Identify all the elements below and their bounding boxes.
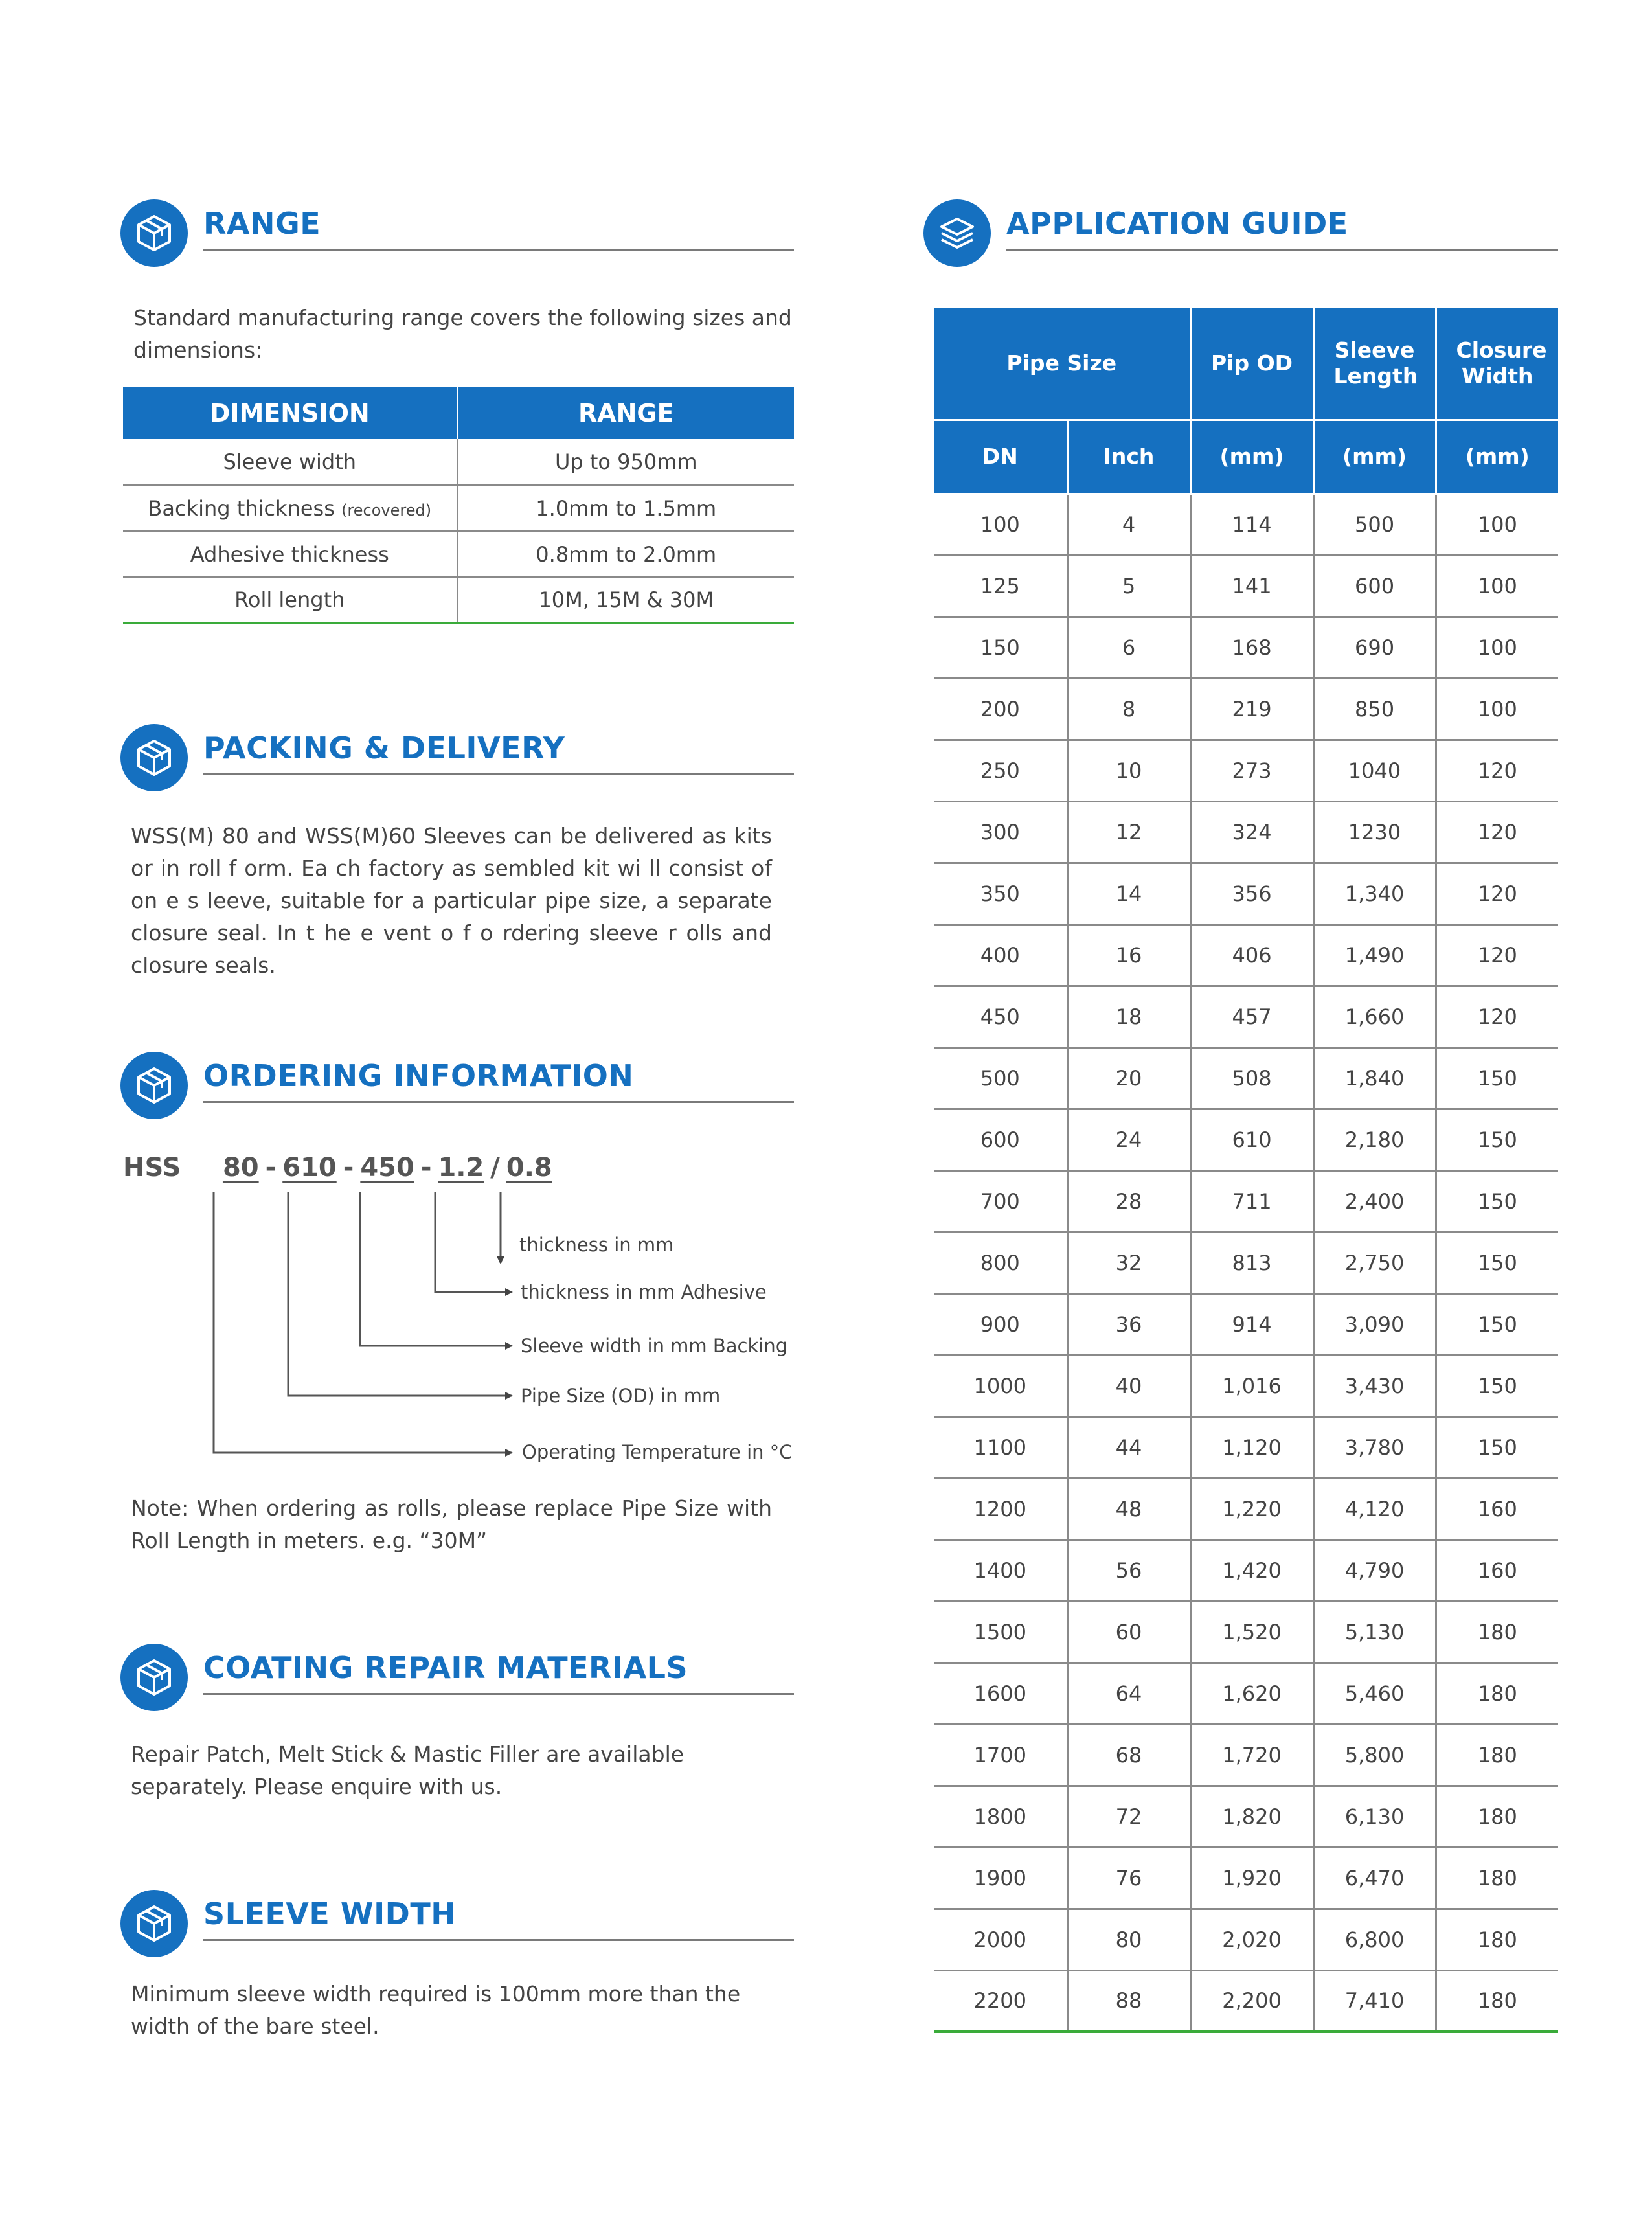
table-cell: 1,620 bbox=[1190, 1663, 1313, 1724]
table-row bbox=[934, 740, 1558, 801]
table-cell: 1,490 bbox=[1313, 924, 1436, 986]
table-cell: 1,340 bbox=[1313, 863, 1436, 924]
table-row bbox=[934, 1601, 1558, 1663]
dimension-label: Roll length bbox=[234, 587, 345, 613]
table-cell: 324 bbox=[1190, 801, 1313, 863]
dimension-label: Backing thickness bbox=[148, 495, 342, 521]
layers-icon bbox=[923, 199, 991, 267]
table-cell: 28 bbox=[1067, 1170, 1190, 1232]
column-header: Pipe Size bbox=[934, 308, 1190, 420]
title-rule bbox=[1006, 249, 1558, 251]
table-cell: 14 bbox=[1067, 863, 1190, 924]
column-header: Sleeve Length bbox=[1313, 308, 1436, 420]
range-table bbox=[123, 387, 794, 624]
table-cell: 180 bbox=[1436, 1601, 1558, 1663]
table-row bbox=[123, 485, 794, 531]
column-header: Pip OD bbox=[1190, 308, 1313, 420]
table-cell: 5,800 bbox=[1313, 1724, 1436, 1786]
table-cell: 44 bbox=[1067, 1416, 1190, 1478]
table-cell: 1800 bbox=[934, 1786, 1067, 1847]
table-cell: 32 bbox=[1067, 1232, 1190, 1293]
label-pipe-size: Pipe Size (OD) in mm bbox=[521, 1385, 721, 1407]
table-row bbox=[934, 1478, 1558, 1539]
table-cell: 150 bbox=[934, 617, 1067, 678]
dimension-cell bbox=[123, 577, 457, 623]
table-cell: 160 bbox=[1436, 1478, 1558, 1539]
table-cell: 150 bbox=[1436, 1047, 1558, 1109]
table-cell: 1400 bbox=[934, 1539, 1067, 1601]
table-cell: 200 bbox=[934, 678, 1067, 740]
table-cell: 350 bbox=[934, 863, 1067, 924]
table-cell: 100 bbox=[1436, 494, 1558, 555]
ordering-heading bbox=[120, 1052, 794, 1123]
table-cell: 219 bbox=[1190, 678, 1313, 740]
table-cell: 150 bbox=[1436, 1109, 1558, 1170]
box-icon bbox=[120, 199, 188, 267]
table-cell: 1000 bbox=[934, 1355, 1067, 1416]
table-cell: 180 bbox=[1436, 1724, 1558, 1786]
table-cell: 5 bbox=[1067, 555, 1190, 617]
table-cell: 600 bbox=[1313, 555, 1436, 617]
table-cell: 2000 bbox=[934, 1909, 1067, 1970]
table-cell: 64 bbox=[1067, 1663, 1190, 1724]
table-row bbox=[934, 1539, 1558, 1601]
table-cell: 100 bbox=[934, 494, 1067, 555]
table-cell: 150 bbox=[1436, 1170, 1558, 1232]
label-backing: Sleeve width in mm Backing bbox=[521, 1335, 788, 1357]
title-rule bbox=[203, 1939, 794, 1941]
table-cell: 180 bbox=[1436, 1786, 1558, 1847]
range-cell: 0.8mm to 2.0mm bbox=[457, 531, 794, 577]
table-cell: 40 bbox=[1067, 1355, 1190, 1416]
table-cell: 7,410 bbox=[1313, 1970, 1436, 2032]
table-cell: 5,130 bbox=[1313, 1601, 1436, 1663]
box-icon bbox=[120, 724, 188, 791]
table-cell: 1500 bbox=[934, 1601, 1067, 1663]
table-cell: 1,120 bbox=[1190, 1416, 1313, 1478]
section-title: RANGE bbox=[203, 206, 321, 241]
range-cell: Up to 950mm bbox=[457, 439, 794, 485]
range-table-header bbox=[123, 387, 794, 439]
section-title: APPLICATION GUIDE bbox=[1006, 206, 1348, 241]
dimension-label: Adhesive thickness bbox=[190, 541, 389, 567]
title-rule bbox=[203, 249, 794, 251]
guide-subheader-row bbox=[934, 420, 1558, 494]
table-cell: 610 bbox=[1190, 1109, 1313, 1170]
table-cell: 180 bbox=[1436, 1847, 1558, 1909]
range-cell: 10M, 15M & 30M bbox=[457, 577, 794, 623]
table-cell: 457 bbox=[1190, 986, 1313, 1047]
table-cell: 406 bbox=[1190, 924, 1313, 986]
table-row bbox=[934, 1663, 1558, 1724]
table-cell: 72 bbox=[1067, 1786, 1190, 1847]
table-cell: 18 bbox=[1067, 986, 1190, 1047]
table-cell: 400 bbox=[934, 924, 1067, 986]
table-cell: 1,520 bbox=[1190, 1601, 1313, 1663]
table-cell: 1,660 bbox=[1313, 986, 1436, 1047]
dimension-cell bbox=[123, 485, 457, 531]
table-cell: 120 bbox=[1436, 924, 1558, 986]
table-row bbox=[934, 1724, 1558, 1786]
sleeve-width-text: Minimum sleeve width required is 100mm more than the width of the bare steel. bbox=[131, 1981, 741, 2039]
column-subheader: DN bbox=[934, 420, 1067, 494]
table-cell: 690 bbox=[1313, 617, 1436, 678]
dimension-label: Sleeve width bbox=[223, 449, 357, 474]
table-row bbox=[934, 1909, 1558, 1970]
dimension-note: (recovered) bbox=[341, 501, 432, 519]
table-cell: 1,820 bbox=[1190, 1786, 1313, 1847]
table-cell: 600 bbox=[934, 1109, 1067, 1170]
table-cell: 1,920 bbox=[1190, 1847, 1313, 1909]
title-rule bbox=[203, 773, 794, 775]
table-row bbox=[934, 1970, 1558, 2032]
table-cell: 5,460 bbox=[1313, 1663, 1436, 1724]
table-row bbox=[934, 1047, 1558, 1109]
table-cell: 2200 bbox=[934, 1970, 1067, 2032]
table-cell: 150 bbox=[1436, 1416, 1558, 1478]
code-width: 450 bbox=[360, 1153, 414, 1183]
table-cell: 6,800 bbox=[1313, 1909, 1436, 1970]
sleeve-width-heading bbox=[120, 1890, 794, 1961]
table-cell: 6 bbox=[1067, 617, 1190, 678]
coating-heading bbox=[120, 1644, 794, 1715]
table-cell: 1600 bbox=[934, 1663, 1067, 1724]
table-cell: 16 bbox=[1067, 924, 1190, 986]
table-cell: 1,220 bbox=[1190, 1478, 1313, 1539]
code-adhesive: 0.8 bbox=[506, 1153, 552, 1183]
table-cell: 100 bbox=[1436, 555, 1558, 617]
column-subheader: (mm) bbox=[1313, 420, 1436, 494]
coating-text: Repair Patch, Melt Stick & Mastic Filler are available separately. Please enquire with us. bbox=[131, 1742, 685, 1799]
table-cell: 56 bbox=[1067, 1539, 1190, 1601]
range-intro: Standard manufacturing range covers the following sizes and dimensions: bbox=[133, 305, 792, 363]
table-cell: 1,420 bbox=[1190, 1539, 1313, 1601]
column-subheader: (mm) bbox=[1436, 420, 1558, 494]
guide-header-row bbox=[934, 308, 1558, 420]
table-row bbox=[123, 439, 794, 485]
table-cell: 88 bbox=[1067, 1970, 1190, 2032]
code-prefix: HSS bbox=[123, 1153, 181, 1183]
column-header: RANGE bbox=[457, 387, 794, 439]
table-row bbox=[934, 1109, 1558, 1170]
column-header: Closure Width bbox=[1436, 308, 1558, 420]
packing-text: WSS(M) 80 and WSS(M)60 Sleeves can be delivered as kits or in roll f orm. Ea ch factory as sembled kit wi ll consist of on e s leeve, suitable for a particular pipe size, a separate closure seal. In t he e vent o f o rdering sleeve r olls and closure seals. bbox=[131, 823, 772, 978]
table-cell: 68 bbox=[1067, 1724, 1190, 1786]
code-temp: 80 bbox=[222, 1153, 259, 1183]
section-title: SLEEVE WIDTH bbox=[203, 1896, 457, 1931]
section-title: PACKING & DELIVERY bbox=[203, 731, 565, 766]
table-cell: 150 bbox=[1436, 1293, 1558, 1355]
table-row bbox=[934, 678, 1558, 740]
table-cell: 100 bbox=[1436, 617, 1558, 678]
table-cell: 120 bbox=[1436, 986, 1558, 1047]
code-dash: - bbox=[420, 1153, 432, 1183]
table-cell: 3,780 bbox=[1313, 1416, 1436, 1478]
table-cell: 120 bbox=[1436, 863, 1558, 924]
table-cell: 10 bbox=[1067, 740, 1190, 801]
table-cell: 60 bbox=[1067, 1601, 1190, 1663]
table-cell: 850 bbox=[1313, 678, 1436, 740]
table-row bbox=[934, 617, 1558, 678]
title-rule bbox=[203, 1101, 794, 1103]
section-title: COATING REPAIR MATERIALS bbox=[203, 1650, 688, 1685]
table-cell: 6,470 bbox=[1313, 1847, 1436, 1909]
table-cell: 914 bbox=[1190, 1293, 1313, 1355]
table-row bbox=[123, 531, 794, 577]
label-thickness: thickness in mm bbox=[519, 1234, 674, 1256]
table-cell: 4,790 bbox=[1313, 1539, 1436, 1601]
table-cell: 1040 bbox=[1313, 740, 1436, 801]
ordering-note: Note: When ordering as rolls, please replace Pipe Size with Roll Length in meters. e.g. “30M” bbox=[131, 1495, 772, 1553]
table-cell: 48 bbox=[1067, 1478, 1190, 1539]
table-cell: 1900 bbox=[934, 1847, 1067, 1909]
table-cell: 508 bbox=[1190, 1047, 1313, 1109]
table-cell: 800 bbox=[934, 1232, 1067, 1293]
table-cell: 80 bbox=[1067, 1909, 1190, 1970]
column-subheader: Inch bbox=[1067, 420, 1190, 494]
packing-heading bbox=[120, 724, 794, 795]
label-temperature: Operating Temperature in °C bbox=[522, 1441, 793, 1463]
table-cell: 700 bbox=[934, 1170, 1067, 1232]
table-cell: 141 bbox=[1190, 555, 1313, 617]
table-cell: 1,720 bbox=[1190, 1724, 1313, 1786]
table-cell: 300 bbox=[934, 801, 1067, 863]
table-row bbox=[934, 986, 1558, 1047]
application-guide-table bbox=[934, 308, 1558, 2033]
table-cell: 3,430 bbox=[1313, 1355, 1436, 1416]
table-cell: 2,020 bbox=[1190, 1909, 1313, 1970]
code-od: 610 bbox=[282, 1153, 337, 1183]
table-row bbox=[934, 1416, 1558, 1478]
code-dash: - bbox=[343, 1153, 354, 1183]
table-row bbox=[934, 863, 1558, 924]
table-cell: 900 bbox=[934, 1293, 1067, 1355]
table-cell: 813 bbox=[1190, 1232, 1313, 1293]
table-cell: 24 bbox=[1067, 1109, 1190, 1170]
table-cell: 1700 bbox=[934, 1724, 1067, 1786]
table-cell: 125 bbox=[934, 555, 1067, 617]
table-cell: 2,750 bbox=[1313, 1232, 1436, 1293]
table-row bbox=[934, 1293, 1558, 1355]
title-rule bbox=[203, 1693, 794, 1695]
table-cell: 36 bbox=[1067, 1293, 1190, 1355]
dimension-cell bbox=[123, 439, 457, 485]
box-icon bbox=[120, 1052, 188, 1119]
table-cell: 20 bbox=[1067, 1047, 1190, 1109]
table-cell: 180 bbox=[1436, 1663, 1558, 1724]
column-subheader: (mm) bbox=[1190, 420, 1313, 494]
table-cell: 450 bbox=[934, 986, 1067, 1047]
box-icon bbox=[120, 1644, 188, 1711]
box-icon bbox=[120, 1890, 188, 1957]
table-cell: 8 bbox=[1067, 678, 1190, 740]
table-row bbox=[934, 1847, 1558, 1909]
table-cell: 76 bbox=[1067, 1847, 1190, 1909]
table-cell: 1,840 bbox=[1313, 1047, 1436, 1109]
code-backing: 1.2 bbox=[438, 1153, 484, 1183]
table-cell: 114 bbox=[1190, 494, 1313, 555]
code-dash: - bbox=[265, 1153, 277, 1183]
table-row bbox=[934, 801, 1558, 863]
table-cell: 168 bbox=[1190, 617, 1313, 678]
table-row bbox=[934, 1170, 1558, 1232]
range-heading bbox=[120, 199, 794, 271]
table-cell: 250 bbox=[934, 740, 1067, 801]
table-cell: 160 bbox=[1436, 1539, 1558, 1601]
table-cell: 1,016 bbox=[1190, 1355, 1313, 1416]
dimension-cell bbox=[123, 531, 457, 577]
table-cell: 120 bbox=[1436, 740, 1558, 801]
table-row bbox=[934, 1786, 1558, 1847]
table-cell: 3,090 bbox=[1313, 1293, 1436, 1355]
table-cell: 100 bbox=[1436, 678, 1558, 740]
table-cell: 1100 bbox=[934, 1416, 1067, 1478]
table-cell: 150 bbox=[1436, 1232, 1558, 1293]
table-row bbox=[123, 577, 794, 623]
order-code bbox=[123, 1153, 552, 1183]
table-cell: 180 bbox=[1436, 1970, 1558, 2032]
table-row bbox=[934, 1355, 1558, 1416]
label-adhesive: thickness in mm Adhesive bbox=[521, 1281, 767, 1303]
table-cell: 2,180 bbox=[1313, 1109, 1436, 1170]
table-cell: 711 bbox=[1190, 1170, 1313, 1232]
table-cell: 500 bbox=[1313, 494, 1436, 555]
table-cell: 1230 bbox=[1313, 801, 1436, 863]
table-cell: 1200 bbox=[934, 1478, 1067, 1539]
table-row bbox=[934, 1232, 1558, 1293]
table-cell: 356 bbox=[1190, 863, 1313, 924]
table-cell: 4,120 bbox=[1313, 1478, 1436, 1539]
table-cell: 150 bbox=[1436, 1355, 1558, 1416]
range-cell: 1.0mm to 1.5mm bbox=[457, 485, 794, 531]
section-title: ORDERING INFORMATION bbox=[203, 1058, 634, 1093]
table-cell: 500 bbox=[934, 1047, 1067, 1109]
table-cell: 273 bbox=[1190, 740, 1313, 801]
code-slash: / bbox=[490, 1153, 500, 1183]
table-cell: 6,130 bbox=[1313, 1786, 1436, 1847]
table-cell: 2,400 bbox=[1313, 1170, 1436, 1232]
column-header: DIMENSION bbox=[123, 387, 457, 439]
table-cell: 120 bbox=[1436, 801, 1558, 863]
table-cell: 2,200 bbox=[1190, 1970, 1313, 2032]
table-cell: 12 bbox=[1067, 801, 1190, 863]
guide-heading bbox=[923, 199, 1558, 271]
table-row bbox=[934, 494, 1558, 555]
table-row bbox=[934, 924, 1558, 986]
table-row bbox=[934, 555, 1558, 617]
table-cell: 180 bbox=[1436, 1909, 1558, 1970]
table-cell: 4 bbox=[1067, 494, 1190, 555]
